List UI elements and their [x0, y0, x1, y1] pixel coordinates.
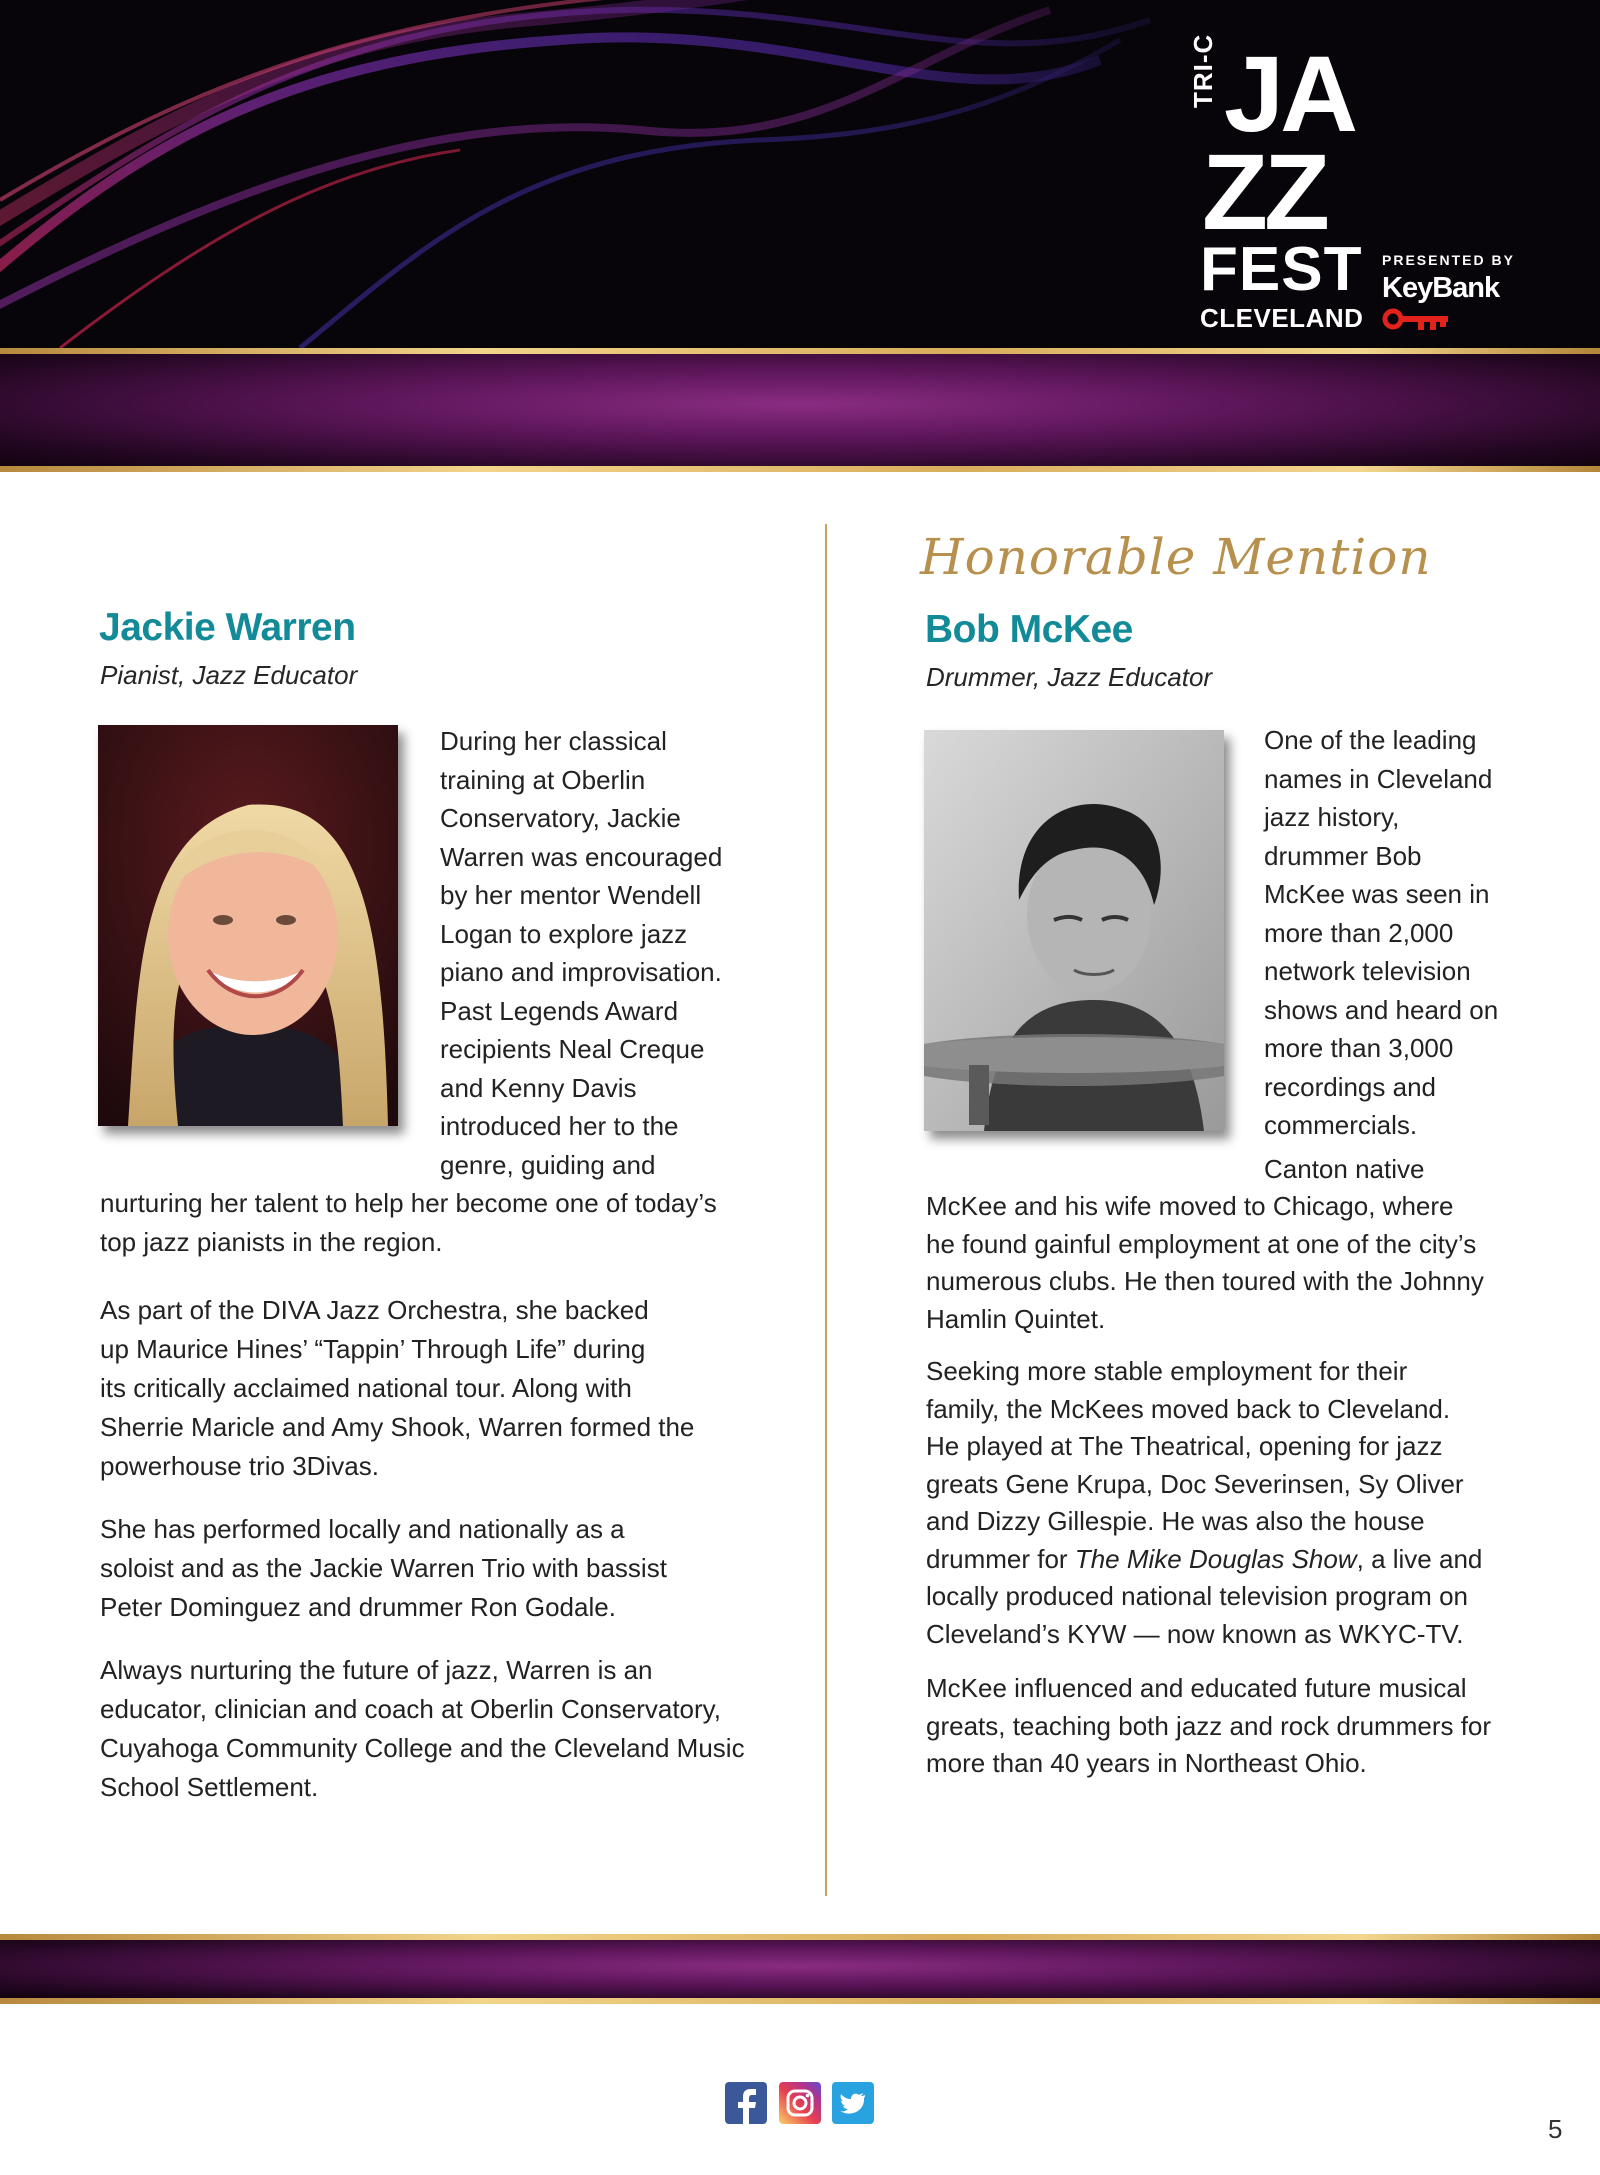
bio-right-wrap	[1264, 721, 1498, 1145]
bio-line: As part of the DIVA Jazz Orchestra, she backed	[100, 1295, 649, 1325]
bio-line: Hamlin Quintet.	[926, 1303, 1106, 1334]
gold-rule-top-lower	[0, 466, 1600, 472]
bio-line: soloist and as the Jackie Warren Trio with bassist	[100, 1553, 667, 1583]
logo-tric: TRI-C	[1188, 33, 1218, 108]
bio-line: Canton native	[1264, 1154, 1425, 1184]
photo-bob-mckee	[924, 730, 1224, 1131]
gold-rule-bottom-lower	[0, 1998, 1600, 2004]
bio-line: locally produced national television program on	[926, 1581, 1468, 1611]
bio-line: jazz history,	[1264, 802, 1400, 832]
logo-city: CLEVELAND	[1200, 303, 1364, 333]
bio-line: Sherrie Maricle and Amy Shook, Warren formed the	[100, 1412, 695, 1442]
bio-line: Conservatory, Jackie	[440, 803, 681, 833]
honoree-name-left: Jackie Warren	[99, 606, 356, 649]
bio-line: top jazz pianists in the region.	[100, 1226, 443, 1257]
twitter-icon[interactable]	[832, 2082, 874, 2124]
bio-line: commercials.	[1264, 1110, 1418, 1140]
bio-line: Warren was encouraged	[440, 841, 723, 872]
presented-by-label: PRESENTED BY	[1382, 252, 1515, 268]
bio-right-paragraph-4	[926, 1670, 1491, 1783]
bio-line: greats Gene Krupa, Doc Severinsen, Sy Oliver	[926, 1468, 1464, 1499]
bio-line: more than 3,000	[1264, 1033, 1454, 1063]
bio-line: introduced her to the	[440, 1111, 679, 1141]
bio-left-continuation	[100, 1184, 717, 1261]
bio-line: McKee was seen in	[1264, 879, 1490, 909]
bio-line-show	[926, 1541, 1482, 1579]
honoree-name-right: Bob McKee	[925, 608, 1133, 651]
bio-left-paragraph-4	[100, 1651, 745, 1807]
bio-line: names in Cleveland	[1264, 763, 1493, 794]
page-number: 5	[1548, 2114, 1563, 2144]
bio-line: Logan to explore jazz	[440, 918, 688, 949]
purple-band-top	[0, 354, 1600, 466]
bio-line: greats, teaching both jazz and rock drummers for	[926, 1710, 1492, 1741]
facebook-icon[interactable]	[725, 2082, 767, 2124]
sponsor-name: KeyBank	[1382, 272, 1500, 304]
bio-left-paragraph-2	[100, 1291, 694, 1486]
bio-line: Seeking more stable employment for their	[926, 1356, 1408, 1386]
bio-line: he found gainful employment at one of the city’s	[926, 1228, 1477, 1259]
logo-fest: FEST	[1200, 235, 1363, 304]
logo-jazz-top: JA	[1224, 33, 1355, 154]
honoree-role-right: Drummer, Jazz Educator	[926, 662, 1213, 692]
instagram-icon[interactable]	[779, 2082, 821, 2124]
bio-right-paragraph-2	[926, 1188, 1484, 1338]
bio-line: Peter Dominguez and drummer Ron Godale.	[100, 1592, 616, 1622]
bio-line: and Dizzy Gillespie. He was also the house	[926, 1506, 1425, 1536]
photo-jackie-warren	[98, 725, 398, 1126]
bio-line: by her mentor Wendell	[440, 880, 702, 910]
honoree-role-left: Pianist, Jazz Educator	[100, 660, 358, 690]
bio-line: Past Legends Award	[440, 995, 679, 1026]
bio-line: McKee influenced and educated future musical	[926, 1673, 1467, 1703]
bio-line: up Maurice Hines’ “Tappin’ Through Life” during	[100, 1334, 646, 1364]
bio-line: more than 40 years in Northeast Ohio.	[926, 1748, 1367, 1778]
bio-line: piano and improvisation.	[440, 957, 722, 987]
bio-line: training at Oberlin	[440, 764, 646, 795]
show-post: , a live and	[1356, 1543, 1483, 1574]
bio-left-paragraph-3	[100, 1510, 667, 1627]
bio-line: more than 2,000	[1264, 917, 1454, 948]
bio-line: drummer Bob	[1264, 840, 1422, 871]
bio-left-wrap	[440, 722, 722, 1184]
bio-line: powerhouse trio 3Divas.	[100, 1451, 379, 1481]
bio-line: recordings and	[1264, 1071, 1436, 1102]
keybank-key-icon	[1382, 308, 1452, 332]
bio-line: network television	[1264, 956, 1471, 986]
bio-right-p2-start	[1264, 1150, 1424, 1189]
bio-right-paragraph-3	[926, 1353, 1482, 1653]
jazzfest-logo	[1188, 33, 1516, 336]
bio-line: numerous clubs. He then toured with the Johnny	[926, 1266, 1484, 1296]
bio-line: Cleveland’s KYW — now known as WKYC-TV.	[926, 1618, 1464, 1649]
bio-line: educator, clinician and coach at Oberlin Conservatory,	[100, 1694, 721, 1724]
bio-line: One of the leading	[1264, 725, 1477, 755]
show-title: The Mike Douglas Show	[1074, 1543, 1357, 1574]
bio-line: recipients Neal Creque	[440, 1034, 705, 1064]
bio-line: Always nurturing the future of jazz, Warren is an	[100, 1655, 653, 1685]
bio-line: Cuyahoga Community College and the Cleveland Music	[100, 1733, 745, 1763]
bio-line: and Kenny Davis	[440, 1072, 637, 1103]
bio-line: genre, guiding and	[440, 1149, 656, 1180]
column-divider	[825, 524, 827, 1896]
bio-line: its critically acclaimed national tour. Along with	[100, 1373, 632, 1403]
header-banner	[0, 0, 1600, 348]
bio-line: He played at The Theatrical, opening for jazz	[926, 1431, 1443, 1461]
show-pre: drummer for	[926, 1543, 1075, 1574]
logo-jazz-bottom: ZZ	[1202, 131, 1326, 252]
bio-line: During her classical	[440, 726, 667, 756]
bio-line: nurturing her talent to help her become one of today’s	[100, 1188, 717, 1218]
bio-line: School Settlement.	[100, 1772, 319, 1802]
bio-line: McKee and his wife moved to Chicago, where	[926, 1191, 1454, 1221]
honorable-mention-heading: Honorable Mention	[920, 528, 1432, 586]
bio-line: shows and heard on	[1264, 994, 1499, 1025]
bio-line: She has performed locally and nationally as a	[100, 1514, 625, 1544]
purple-band-bottom	[0, 1940, 1600, 1998]
bio-line: family, the McKees moved back to Cleveland.	[926, 1393, 1451, 1424]
